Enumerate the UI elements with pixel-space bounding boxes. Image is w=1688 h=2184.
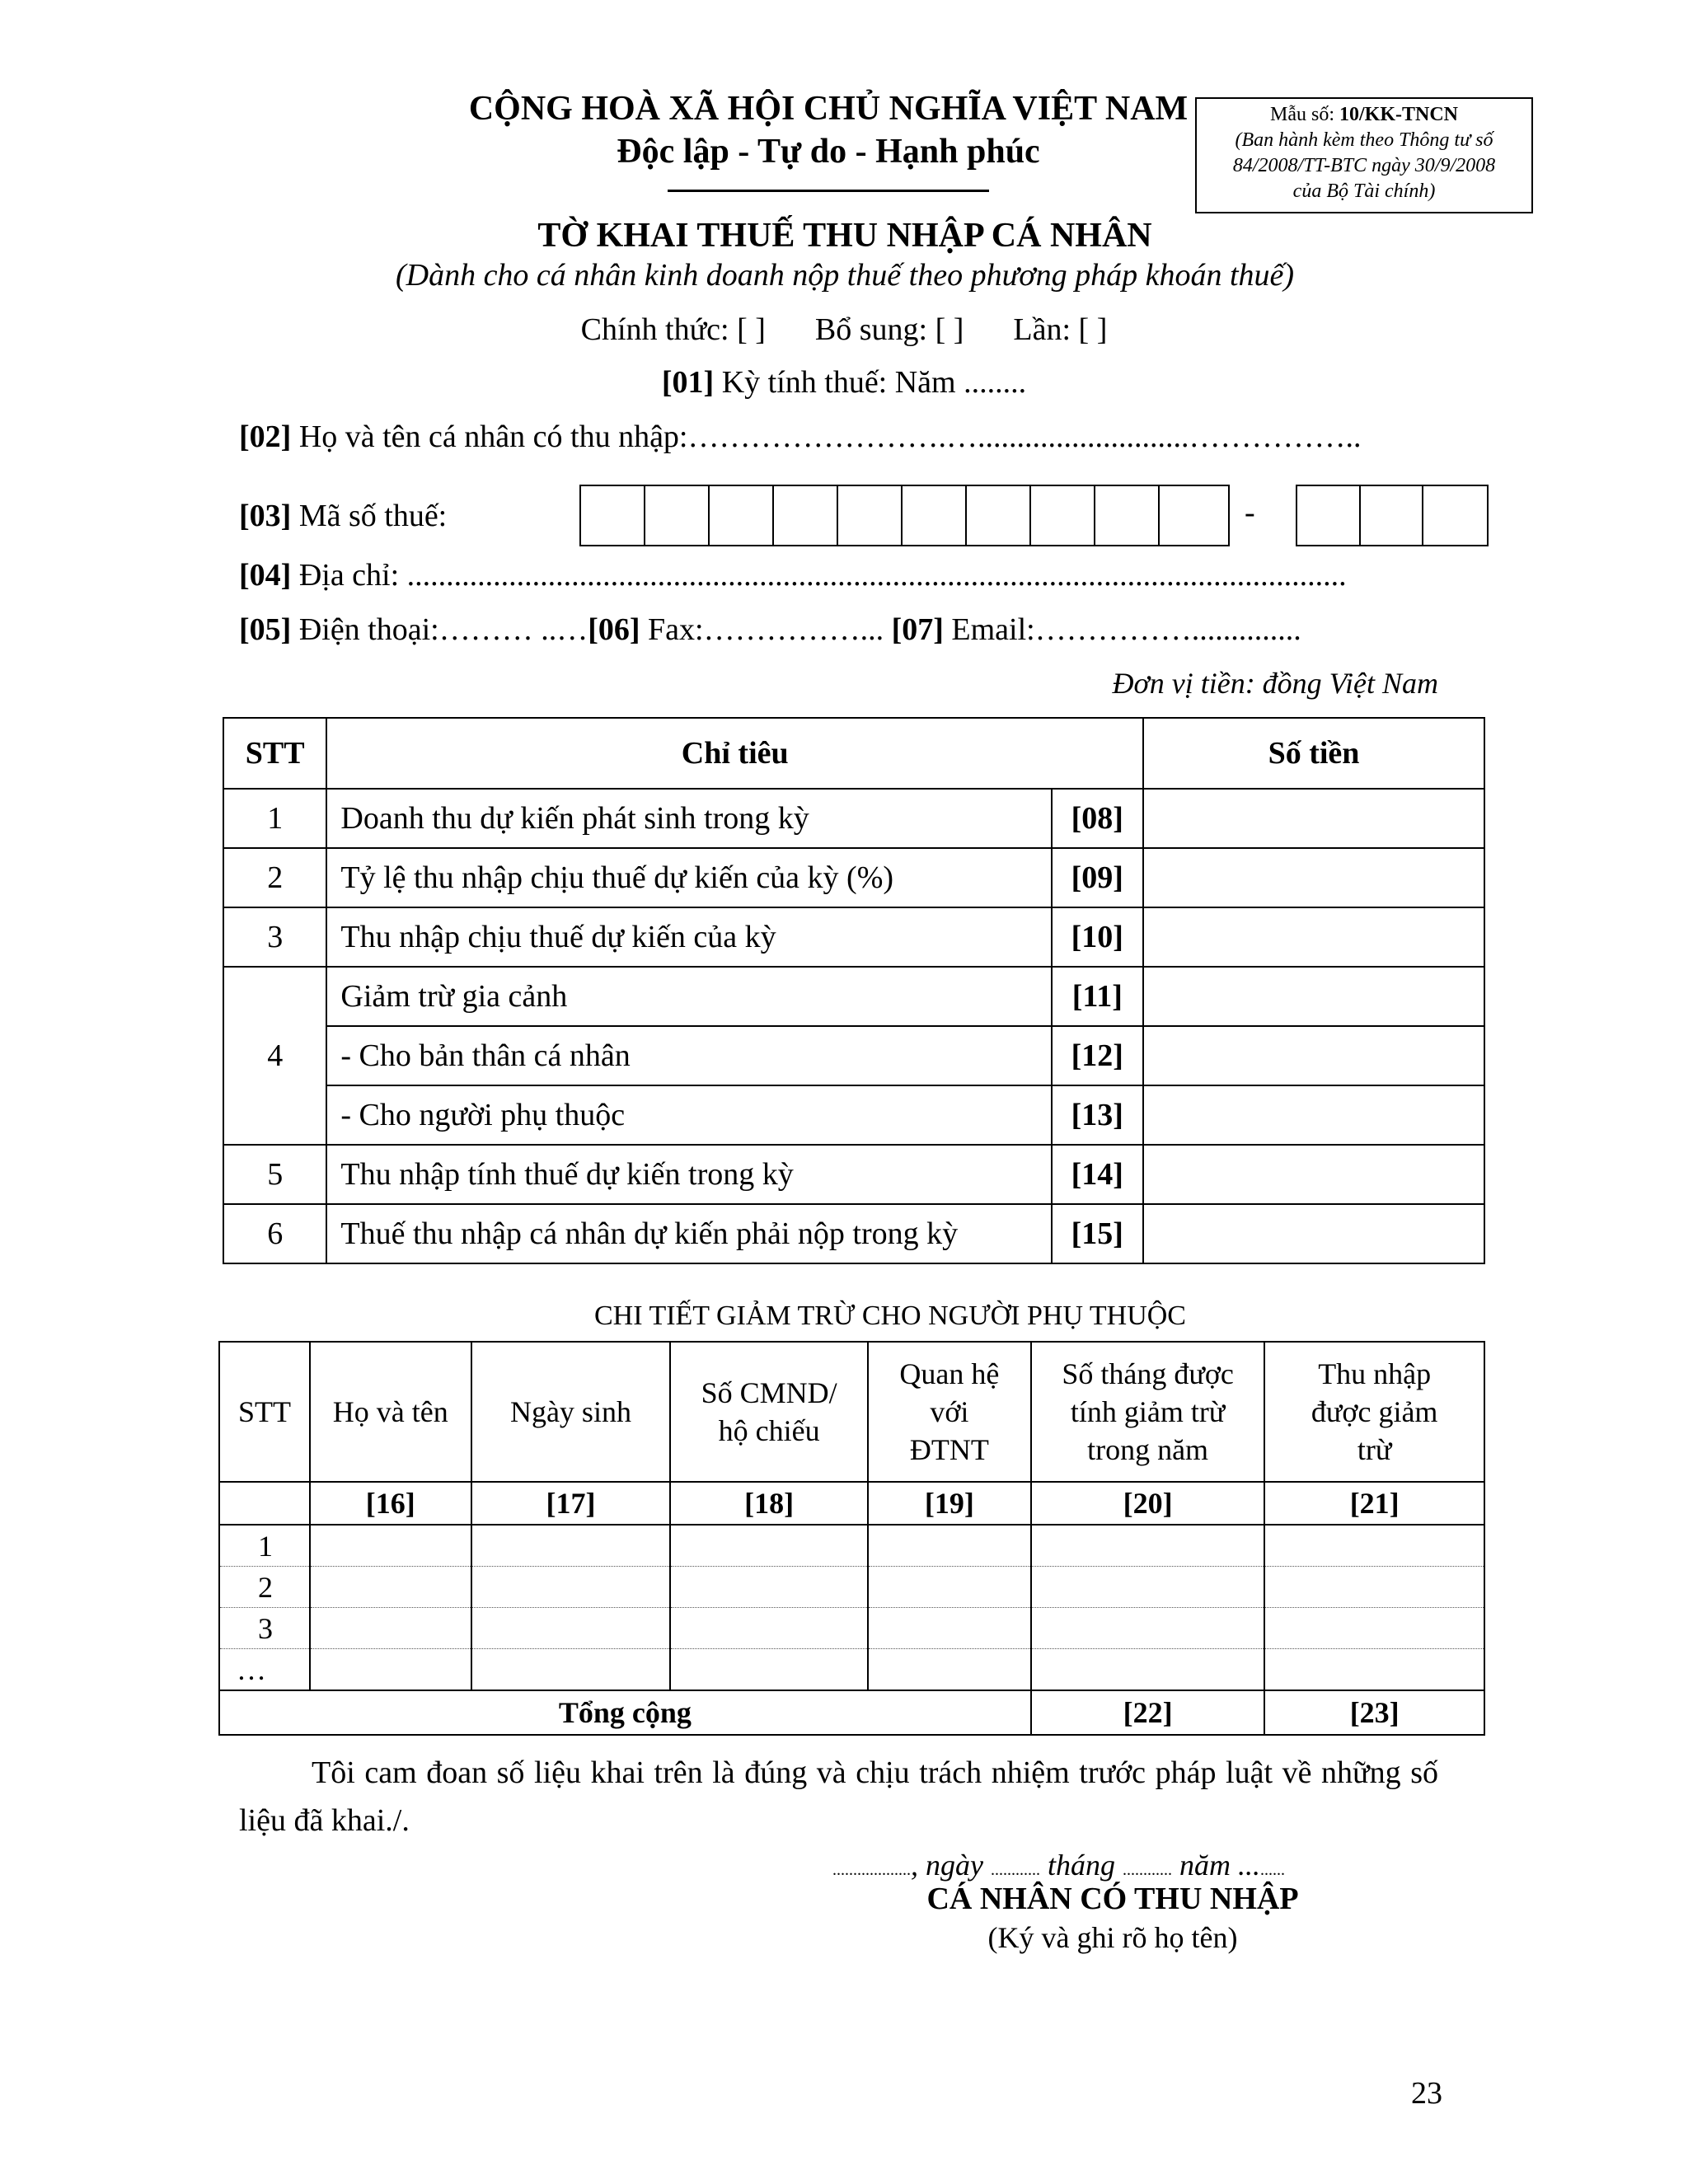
dependents-section-title: CHI TIẾT GIẢM TRỪ CHO NGƯỜI PHỤ THUỘC [594, 1301, 1186, 1331]
row-stt: 6 [223, 1204, 326, 1263]
table-row [223, 1145, 1484, 1204]
row-desc: Thuế thu nhập cá nhân dự kiến phải nộp trong kỳ [326, 1204, 1051, 1263]
row-desc: Tỷ lệ thu nhập chịu thuế dự kiến của kỳ (%) [326, 848, 1051, 907]
fax-field[interactable]: Fax:……………... [640, 612, 892, 647]
amount-cell[interactable] [1143, 1204, 1484, 1263]
row-stt: 4 [223, 967, 326, 1145]
dep-header-stt: STT [219, 1342, 310, 1482]
dependent-cell[interactable] [670, 1649, 868, 1691]
row-desc: - Cho người phụ thuộc [326, 1085, 1051, 1145]
dependent-cell[interactable] [1031, 1567, 1265, 1608]
tax-code-digit[interactable] [774, 486, 838, 545]
dependent-cell[interactable] [310, 1525, 471, 1567]
dependent-row [219, 1567, 1484, 1608]
dependents-code-row [219, 1482, 1484, 1525]
dependent-cell[interactable] [670, 1525, 868, 1567]
amount-cell[interactable] [1143, 1085, 1484, 1145]
national-motto: Độc lập - Tự do - Hạnh phúc [617, 133, 1040, 171]
taxpayer-name-field[interactable] [239, 419, 1362, 455]
signer-title: CÁ NHÂN CÓ THU NHẬP [926, 1882, 1299, 1916]
dependent-cell[interactable] [670, 1567, 868, 1608]
motto-underline [668, 190, 989, 192]
date-day-fill[interactable]: ............ [990, 1861, 1040, 1879]
dependent-row [219, 1608, 1484, 1649]
header-amount: Số tiền [1143, 718, 1484, 789]
dep-header-months-l1: Số tháng được [1062, 1357, 1234, 1390]
amount-cell[interactable] [1143, 967, 1484, 1026]
taxpayer-name-label: Họ và tên cá nhân có thu nhập:…………………….…...........................…………….. [291, 419, 1362, 454]
dependent-cell[interactable] [868, 1525, 1031, 1567]
date-year-label: năm ... [1172, 1849, 1260, 1882]
tax-code-digit[interactable] [710, 486, 774, 545]
tax-code-digit[interactable] [1031, 486, 1095, 545]
issued-line-2: 84/2008/TT-BTC ngày 30/9/2008 [1232, 155, 1496, 176]
dependent-row-number: 2 [219, 1567, 310, 1608]
times-field[interactable]: Lần: [ ] [1013, 312, 1108, 347]
table-row [223, 1085, 1484, 1145]
tax-code-digit[interactable] [581, 486, 645, 545]
dep-header-rel-l3: ĐTNT [909, 1433, 989, 1466]
amount-cell[interactable] [1143, 789, 1484, 848]
row-code: [11] [1052, 967, 1143, 1026]
header-item: Chỉ tiêu [326, 718, 1143, 789]
address-label: Địa chỉ: ........................................................................................................................ [291, 558, 1347, 593]
total-code-income: [23] [1264, 1690, 1484, 1735]
row-code: [12] [1052, 1026, 1143, 1085]
dep-header-income-l2: được giảm [1311, 1395, 1438, 1428]
dependent-cell[interactable] [1264, 1608, 1484, 1649]
dep-header-income [1264, 1342, 1484, 1482]
supplement-checkbox[interactable]: Bổ sung: [ ] [814, 312, 964, 347]
dep-header-id-l1: Số CMND/ [701, 1376, 837, 1409]
dep-header-months-l2: tính giảm trừ [1070, 1395, 1226, 1428]
dependents-total-row [219, 1690, 1484, 1735]
tax-code-branch-digit[interactable] [1361, 486, 1424, 545]
header-stt: STT [223, 718, 326, 789]
row-stt: 3 [223, 907, 326, 967]
row-code: [09] [1052, 848, 1143, 907]
dep-code: [20] [1031, 1482, 1265, 1525]
dep-code: [16] [310, 1482, 471, 1525]
field-code-01: [01] [661, 365, 715, 400]
dependent-row [219, 1649, 1484, 1691]
tax-code-digit[interactable] [838, 486, 903, 545]
field-code-04: [04] [239, 558, 292, 593]
tax-code-digit[interactable] [1160, 486, 1224, 545]
row-stt: 5 [223, 1145, 326, 1204]
table-header-row [223, 718, 1484, 789]
field-code-02: [02] [239, 419, 292, 454]
signer-note: (Ký và ghi rõ họ tên) [987, 1921, 1238, 1954]
dep-code-empty [219, 1482, 310, 1525]
row-stt: 2 [223, 848, 326, 907]
currency-note: Đơn vị tiền: đồng Việt Nam [1112, 667, 1438, 700]
document-title: TỜ KHAI THUẾ THU NHẬP CÁ NHÂN [537, 217, 1152, 255]
tax-code-branch-boxes[interactable] [1296, 485, 1489, 546]
tax-code-dash: - [1245, 495, 1255, 530]
dependent-row [219, 1525, 1484, 1567]
dep-header-months [1031, 1342, 1265, 1482]
table-row [223, 967, 1484, 1026]
form-code: 10/KK-TNCN [1339, 104, 1458, 125]
dependent-cell[interactable] [868, 1649, 1031, 1691]
dep-code: [19] [868, 1482, 1031, 1525]
dep-code: [21] [1264, 1482, 1484, 1525]
dep-code: [17] [471, 1482, 671, 1525]
form-code-line [1197, 102, 1531, 128]
document-subtitle: (Dành cho cá nhân kinh doanh nộp thuế theo phương pháp khoán thuế) [395, 258, 1295, 293]
declaration-statement: Tôi cam đoan số liệu khai trên là đúng và chịu trách nhiệm trước pháp luật về những số liệu đã khai./. [239, 1755, 1438, 1838]
amount-cell[interactable] [1143, 907, 1484, 967]
signature-date-line [832, 1848, 1285, 1882]
dep-code: [18] [670, 1482, 868, 1525]
national-title: CỘNG HOÀ XÃ HỘI CHỦ NGHĨA VIỆT NAM [468, 90, 1189, 128]
row-code: [15] [1052, 1204, 1143, 1263]
tax-code-digit[interactable] [1095, 486, 1160, 545]
row-code: [10] [1052, 907, 1143, 967]
date-month-fill[interactable]: ............ [1123, 1861, 1172, 1879]
table-row [223, 1026, 1484, 1085]
dependent-cell[interactable] [471, 1608, 671, 1649]
dependent-cell[interactable] [310, 1649, 471, 1691]
row-desc: Thu nhập tính thuế dự kiến trong kỳ [326, 1145, 1051, 1204]
dependent-cell[interactable] [1031, 1649, 1265, 1691]
tax-period-line [0, 364, 1688, 401]
phone-field[interactable]: Điện thoại:……… ..… [291, 612, 588, 647]
address-field[interactable] [239, 557, 1347, 593]
dependent-cell[interactable] [1264, 1649, 1484, 1691]
declaration-status-line [0, 312, 1688, 348]
tax-code-label-text: Mã số thuế: [291, 499, 448, 533]
dependent-cell[interactable] [471, 1567, 671, 1608]
dep-header-id-l2: hộ chiếu [718, 1414, 820, 1447]
dependent-row-number: … [219, 1649, 310, 1691]
email-field[interactable]: Email:…………….............. [943, 612, 1301, 647]
dependent-cell[interactable] [868, 1567, 1031, 1608]
date-month-label: tháng [1039, 1849, 1123, 1882]
dep-header-months-l3: trong năm [1087, 1433, 1209, 1466]
date-place-fill[interactable]: ................... [832, 1861, 911, 1879]
tax-code-digit[interactable] [645, 486, 710, 545]
date-day-label: , ngày [911, 1849, 991, 1882]
field-code-06: [06] [588, 612, 640, 647]
tax-period-text[interactable]: Kỳ tính thuế: Năm ........ [714, 365, 1027, 400]
amount-cell[interactable] [1143, 848, 1484, 907]
contact-line [239, 612, 1301, 648]
dependents-header-row [219, 1342, 1484, 1482]
dependent-cell[interactable] [1264, 1567, 1484, 1608]
amount-cell[interactable] [1143, 1145, 1484, 1204]
dep-header-income-l1: Thu nhập [1318, 1357, 1432, 1390]
date-year-fill[interactable]: ...... [1260, 1861, 1285, 1879]
form-code-prefix: Mẫu số: [1270, 104, 1339, 125]
table-row [223, 848, 1484, 907]
dep-header-name: Họ và tên [310, 1342, 471, 1482]
dep-header-relation [868, 1342, 1031, 1482]
dependent-cell[interactable] [1031, 1525, 1265, 1567]
row-code: [14] [1052, 1145, 1143, 1204]
row-desc: Thu nhập chịu thuế dự kiến của kỳ [326, 907, 1051, 967]
form-number-box [1195, 97, 1533, 213]
row-stt: 1 [223, 789, 326, 848]
page-number: 23 [1411, 2076, 1442, 2111]
total-code-months: [22] [1031, 1690, 1265, 1735]
field-code-05: [05] [239, 612, 292, 647]
field-code-03: [03] [239, 499, 292, 533]
dependents-table [218, 1341, 1485, 1736]
tax-calculation-table [223, 717, 1485, 1264]
tax-code-branch-digit[interactable] [1423, 486, 1487, 545]
dep-header-dob: Ngày sinh [471, 1342, 671, 1482]
dep-header-rel-l2: với [930, 1395, 969, 1428]
row-desc: - Cho bản thân cá nhân [326, 1026, 1051, 1085]
table-row [223, 789, 1484, 848]
dependent-cell[interactable] [670, 1608, 868, 1649]
row-desc: Giảm trừ gia cảnh [326, 967, 1051, 1026]
dep-header-id [670, 1342, 868, 1482]
tax-code-digit[interactable] [903, 486, 967, 545]
issued-line-1: (Ban hành kèm theo Thông tư số [1235, 129, 1493, 151]
dependent-cell[interactable] [471, 1525, 671, 1567]
dependent-row-number: 1 [219, 1525, 310, 1567]
dependent-cell[interactable] [868, 1608, 1031, 1649]
field-code-07: [07] [891, 612, 944, 647]
amount-cell[interactable] [1143, 1026, 1484, 1085]
row-code: [13] [1052, 1085, 1143, 1145]
dependent-cell[interactable] [471, 1649, 671, 1691]
row-desc: Doanh thu dự kiến phát sinh trong kỳ [326, 789, 1051, 848]
dependent-cell[interactable] [310, 1608, 471, 1649]
dependent-cell[interactable] [1264, 1525, 1484, 1567]
tax-code-digit[interactable] [967, 486, 1031, 545]
tax-code-branch-digit[interactable] [1297, 486, 1361, 545]
dep-header-income-l3: trừ [1357, 1433, 1392, 1466]
tax-code-label [239, 498, 447, 534]
issued-line-3: của Bộ Tài chính) [1292, 180, 1436, 202]
dependent-row-number: 3 [219, 1608, 310, 1649]
official-checkbox[interactable]: Chính thức: [ ] [580, 312, 766, 347]
table-row [223, 1204, 1484, 1263]
dependent-cell[interactable] [310, 1567, 471, 1608]
row-code: [08] [1052, 789, 1143, 848]
tax-code-main-boxes[interactable] [579, 485, 1230, 546]
table-row [223, 907, 1484, 967]
total-label: Tổng cộng [219, 1690, 1031, 1735]
dependent-cell[interactable] [1031, 1608, 1265, 1649]
dep-header-rel-l1: Quan hệ [899, 1357, 1000, 1390]
